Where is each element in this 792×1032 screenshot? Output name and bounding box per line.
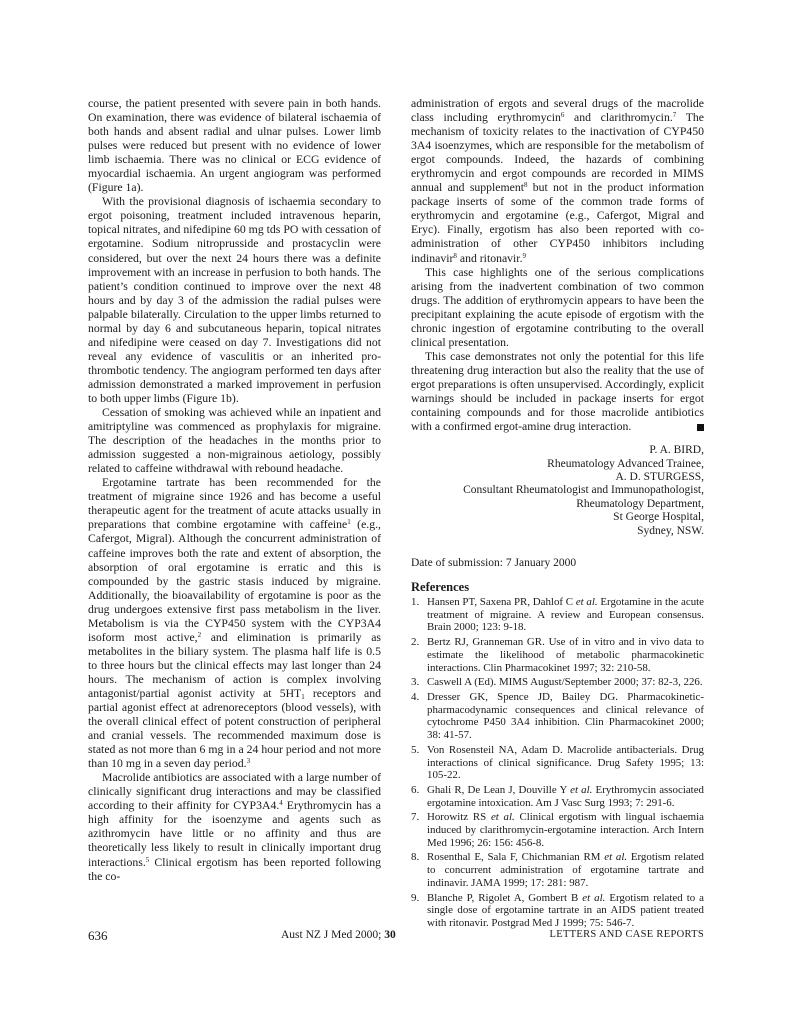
- citation-superscript: 5: [145, 855, 150, 864]
- reference-item: [411, 811, 704, 849]
- page-number: 636: [88, 928, 108, 943]
- reference-number: 1.: [411, 596, 420, 609]
- reference-item: [411, 636, 704, 674]
- paragraph: [88, 195, 381, 406]
- references-heading: References: [411, 580, 470, 595]
- reference-text: Ergotamine in the acute treatment of migraine. A review and European consensus. Brain 2000; 123: 9-18.: [427, 596, 704, 634]
- paragraph: [88, 97, 381, 195]
- reference-number: 4.: [411, 690, 420, 703]
- paragraph-text: With the provisional diagnosis of ischaemia secondary to ergot poisoning, treatment included intravenous heparin, topical nitrates, and nifedipine 60 mg tds PO with cessation of ergotamine. Sodium nitroprusside and prostacyclin were considered, but over the next 24 hours there was a definite improvement with an increase in perfusion to both hands. The patient’s condition continued to improve over the next 48 hours and by day 3 of the admission the radial pulses were palpable bilaterally. Circulation to the upper limbs returned to normal by day 6 and subcutaneous heparin, topical nitrates and nifedipine were ceased on day 7. Investigations did not reveal any evidence of vasculitis or an inherited pro-thrombotic tendency. The angiogram performed ten days after admission demonstrated a marked improvement in perfusion to both upper limbs (Figure 1b).: [88, 195, 381, 405]
- section-name: LETTERS AND CASE REPORTS: [549, 929, 704, 940]
- paragraph-text: but not in the product information package inserts of some of the common trade forms of erythromycin and ergotamine (e.g., Cafergot, Migral and Eryc). Finally, ergotism has also been reported with co-administration of other CYP450 inhibitors including indinavir: [411, 181, 704, 265]
- signature-line: St George Hospital,: [613, 511, 704, 524]
- citation-superscript: 8: [524, 181, 528, 190]
- reference-et-al: et al.: [575, 596, 598, 609]
- paragraph-text: receptors and partial agonist effect at adrenoreceptors (blood vessels), with the overall clinical effect of potent construction of peripheral and cranial vessels. The recommended maximum dose is stated as not more than 6 mg in a 24 hour period and not more than 10 mg in a seven day period.: [88, 686, 381, 771]
- reference-text: Horowitz RS: [427, 811, 491, 824]
- signature-line: P. A. BIRD,: [649, 444, 704, 457]
- reference-text: Ghali R, De Lean J, Douville Y: [427, 783, 571, 796]
- reference-item: [411, 784, 704, 809]
- paragraph-text: Macrolide antibiotics are associated with a large number of clinically significant drug interactions and may be classified according to their affinity for CYP3A4.: [88, 771, 381, 813]
- citation-superscript: 8: [453, 251, 457, 260]
- paragraph-text: Cessation of smoking was achieved while an inpatient and amitriptyline was commenced as prophylaxis for migraine. The description of the headaches in the months prior to admission suggested a non-migrainous aetiology, possibly related to caffeine withdrawal with rebound headache.: [88, 406, 381, 476]
- paragraph-text: The mechanism of toxicity relates to the inactivation of CYP450 3A4 isoenzymes, which are responsible for the metabolism of ergot compounds. Indeed, the hazards of combining erythromycin and ergot compounds are recorded in MIMS annual and supplement: [411, 111, 704, 195]
- right-column: [411, 97, 704, 932]
- reference-number: 3.: [411, 676, 420, 689]
- paragraph-text: Ergotamine tartrate has been recommended for the treatment of migraine since 1926 and has become a useful therapeutic agent for the treatment of acute attacks usually in preparations that combine ergotamine with caffeine: [88, 476, 381, 532]
- reference-text: Clinical ergotism with lingual ischaemia induced by clarithromycin-ergotamine interaction. Arch Intern Med 1996; 26: 156: 456-8.: [427, 811, 704, 849]
- reference-item: [411, 744, 704, 782]
- citation-superscript: 2: [197, 630, 202, 639]
- paragraph-text: administration of ergots and several drugs of the macrolide class including erythromycin: [411, 97, 704, 125]
- signature-line: Rheumatology Advanced Trainee,: [547, 457, 704, 470]
- reference-text: Ergotism related to concurrent administration of ergotamine tartrate and indinavir. JAMA 1999; 17: 281: 987.: [427, 851, 704, 889]
- citation-superscript: 3: [246, 757, 251, 766]
- paragraph: [88, 476, 381, 771]
- paragraph-text: course, the patient presented with severe pain in both hands. On examination, there was evidence of bilateral ischaemia of both hands and absent radial and ulnar pulses. Lower limb pulses were reduced but present with no evidence of lower limb ischaemia. There was no clinical or ECG evidence of myocardial ischaemia. An urgent angiogram was performed (Figure 1a).: [88, 97, 381, 195]
- reference-number: 8.: [411, 851, 420, 864]
- reference-text: Rosenthal E, Sala F, Chichmanian RM: [427, 851, 605, 864]
- reference-text: Von Rosensteil NA, Adam D. Macrolide antibacterials. Drug interactions of clinical significance. Drug Safety 1995; 13: 105-22.: [427, 743, 704, 782]
- citation-superscript: 4: [279, 799, 283, 808]
- reference-list: [411, 596, 704, 930]
- paragraph-text: Clinical ergotism has been reported following the co-: [88, 855, 381, 883]
- reference-text: Ergotism related to a single dose of ergotamine tartrate in an AIDS patient treated with ritonavir. Postgrad Med J 1999; 75: 546-7.: [427, 891, 705, 929]
- author-signature-block: [411, 444, 704, 538]
- paragraph: [411, 97, 704, 266]
- reference-number: 7.: [411, 811, 420, 824]
- reference-number: 2.: [411, 636, 420, 649]
- paragraph-text: This case highlights one of the serious complications arising from the inadvertent combination of two common drugs. The addition of erythromycin appears to have been the precipitant explaining the acute episode of ergotism with the chronic ingestion of ergotamine contributing to the overall clinical presentation.: [411, 265, 704, 349]
- subscript: 1: [301, 692, 305, 701]
- reference-item: [411, 851, 704, 889]
- reference-text: Blanche P, Rigolet A, Gombert B: [427, 891, 583, 904]
- reference-text: Caswell A (Ed). MIMS August/September 2000; 37: 82-3, 226.: [427, 676, 703, 689]
- left-column: [88, 97, 381, 884]
- reference-et-al: et al.: [490, 811, 515, 824]
- reference-number: 9.: [411, 891, 420, 904]
- signature-line: A. D. STURGESS,: [615, 470, 704, 483]
- page-footer: [88, 928, 704, 944]
- citation-superscript: 9: [522, 251, 527, 260]
- reference-text: Bertz RJ, Granneman GR. Use of in vitro and in vivo data to estimate the likelihood of metabolic pharmacokinetic interactions. Clin Pharmacokinet 1997; 32: 210-58.: [427, 636, 704, 674]
- journal-volume: 30: [384, 929, 396, 941]
- paragraph: [88, 771, 381, 883]
- signature-line: Rheumatology Department,: [576, 497, 704, 510]
- citation-superscript: 1: [347, 518, 351, 527]
- reference-et-al: et al.: [570, 783, 593, 796]
- paragraph-text: and clarithromycin.: [564, 111, 673, 125]
- journal-name: Aust NZ J Med 2000;: [281, 929, 385, 941]
- reference-et-al: et al.: [604, 851, 628, 864]
- end-of-article-square-icon: [697, 424, 704, 431]
- paragraph-text: and elimination is primarily as metabolites in the biliary system. The plasma half life is 0.5 to three hours but the clinical effects may last longer than 24 hours. The mechanism of action is complex involving antagonist/partial agonist activity at 5HT: [88, 630, 381, 700]
- reference-item: [411, 596, 704, 634]
- reference-text: Dresser GK, Spence JD, Bailey DG. Pharmacokinetic-pharmacodynamic consequences and clinical relevance of cytochrome P450 3A4 inhibition. Clin Pharmacokinet 2000; 38: 41-57.: [427, 690, 704, 742]
- reference-text: Hansen PT, Saxena PR, Dahlof C: [427, 596, 576, 609]
- reference-number: 6.: [411, 783, 420, 796]
- paragraph-text: and ritonavir.: [456, 251, 523, 265]
- paragraph: [411, 350, 704, 434]
- signature-line: Sydney, NSW.: [637, 524, 704, 537]
- paragraph: [411, 266, 704, 350]
- paragraph-text: This case demonstrates not only the potential for this life threatening drug interaction but also the reality that the use of ergot preparations is often unsupervised. Accordingly, explicit warnings should be included in package inserts for ergot containing compounds and for those macrolide antibiotics with a confirmed ergot-amine drug interaction.: [411, 349, 704, 434]
- reference-item: [411, 676, 704, 689]
- paragraph-text: (e.g., Cafergot, Migral). Although the concurrent administration of caffeine improves both the rate and extent of absorption, the absorption of oral ergotamine is erratic and this is compounded by the gastric stasis induced by migraine. Additionally, the bioavailability of ergotamine is poor as the drug undergoes extensive first pass metabolism in the liver. Metabolism is via the CYP450 system with the CYP3A4 isoform most active,: [88, 518, 381, 644]
- reference-text: Erythromycin associated ergotamine intoxication. Am J Vasc Surg 1993; 7: 291-6.: [427, 783, 704, 809]
- citation-superscript: 6: [560, 111, 565, 120]
- signature-line: Consultant Rheumatologist and Immunopathologist,: [463, 484, 704, 497]
- paragraph: [88, 406, 381, 476]
- reference-number: 5.: [411, 743, 420, 756]
- journal-citation: [281, 929, 396, 941]
- reference-item: [411, 892, 704, 930]
- paragraph-text: Erythromycin has a high affinity for the isoenzyme and agents such as azithromycin have little or no affinity and thus are theoretically less likely to result in clinically important drug interactions.: [88, 799, 381, 869]
- citation-superscript: 7: [672, 111, 677, 120]
- submission-date: Date of submission: 7 January 2000: [411, 556, 577, 569]
- reference-item: [411, 691, 704, 742]
- reference-et-al: et al.: [582, 891, 606, 904]
